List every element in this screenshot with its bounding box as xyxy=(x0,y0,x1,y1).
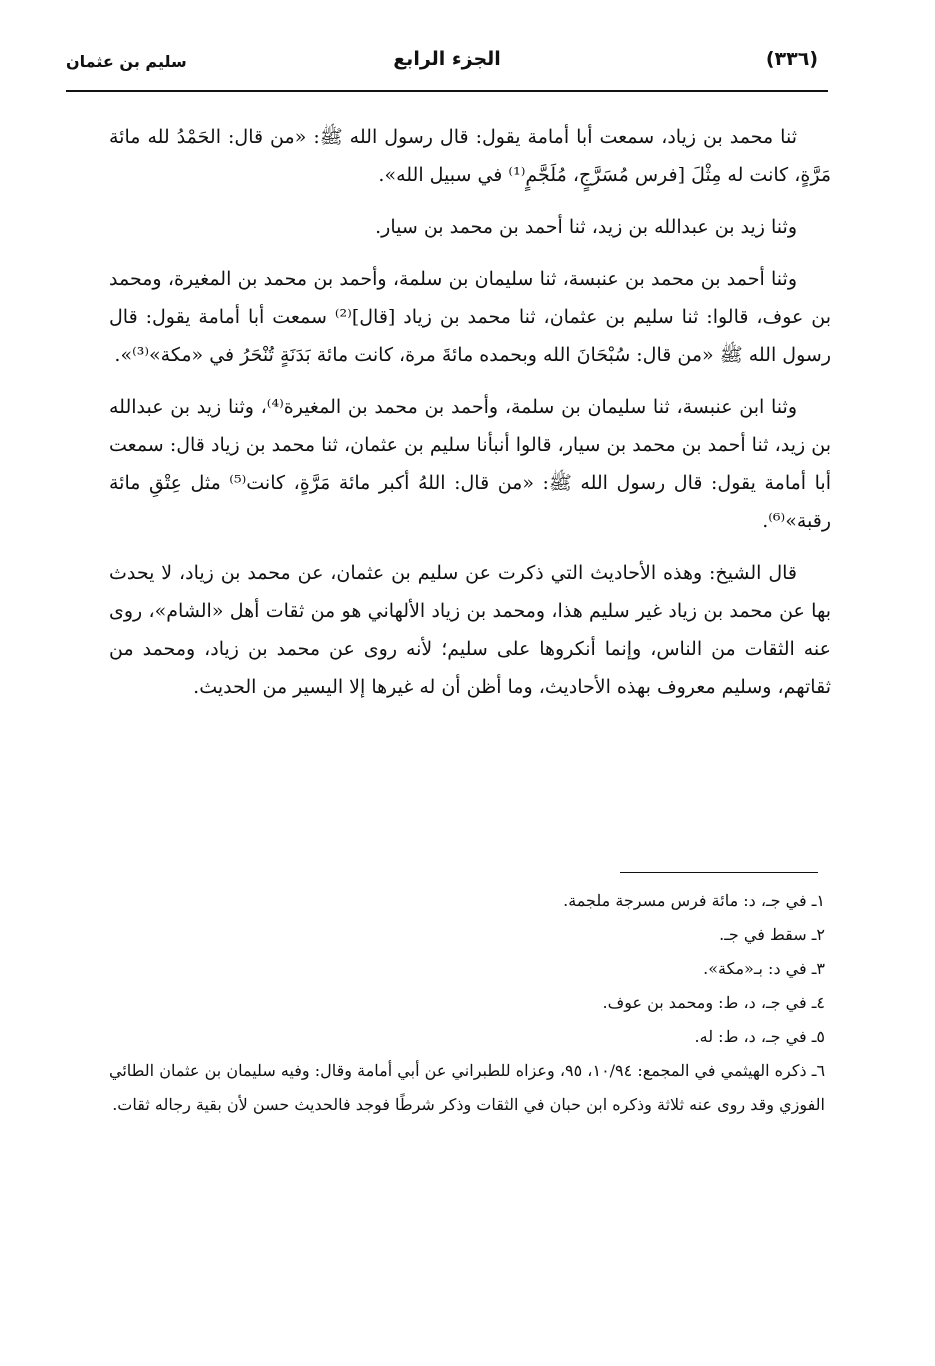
paragraph: قال الشيخ: وهذه الأحاديث التي ذكرت عن سليم بن عثمان، عن محمد بن زياد، لا يحدث بها عن محمد بن زياد غير سليم هذا، ومحمد بن زياد الألهاني هو من ثقات أهل «الشام»، روى عنه الثقات من الناس، وإنما أنكروها على سليم؛ لأنه روى عن محمد بن زياد، ومحمد من ثقاتهم، وسليم معروف بهذه الأحاديث، وما أظن أن له غيرها إلا اليسير من الحديث. xyxy=(109,562,832,698)
footnote: ٦ـ ذكره الهيثمي في المجمع: ١٠/٩٤، ٩٥، وعزاه للطبراني عن أبي أمامة وقال: وفيه سليمان بن عثمان الطائي الفوزي وقد روى عنه ثلاثة وذكره ابن حبان في الثقات وذكر شرطًا فوجد فالحديث حسن لأن بقية رجاله ثقات. xyxy=(109,1061,826,1114)
paragraph: وثنا أحمد بن محمد بن عنبسة، ثنا سليمان بن سلمة، وأحمد بن محمد بن المغيرة، ومحمد بن عوف، قالوا: ثنا سليم بن عثمان، ثنا محمد بن زياد [قال]⁽²⁾ سمعت أبا أمامة يقول: قال رسول الله ﷺ «من قال: سُبْحَانَ الله وبحمده مائةَ مرة، كانت مائة بَدَنَةٍ تُنْحَرُ في «مكة»⁽³⁾». xyxy=(109,268,832,366)
page-header xyxy=(66,44,828,86)
narrator-name: سليم بن عثمان xyxy=(66,52,187,71)
paragraph: وثنا ابن عنبسة، ثنا سليمان بن سلمة، وأحمد بن محمد بن المغيرة⁽⁴⁾، وثنا زيد بن عبدالله بن زيد، ثنا أحمد بن محمد بن سيار، قالوا أنبأنا سليم بن عثمان، ثنا محمد بن زياد قال: سمعت أبا أمامة يقول: قال رسول الله ﷺ: «من قال: اللهُ أكبر مائة مَرَّةٍ، كانت⁽⁵⁾ مثل عِتْقِ مائة رقبة»⁽⁶⁾. xyxy=(109,396,831,532)
footnote: ٤ـ في جـ، د، ط: ومحمد بن عوف. xyxy=(602,993,825,1012)
footnote: ٣ـ في د: بـ«مكة». xyxy=(703,959,825,978)
paragraph: وثنا زيد بن عبدالله بن زيد، ثنا أحمد بن محمد بن سيار. xyxy=(375,216,797,238)
page-number: (٣٣٦) xyxy=(765,48,818,70)
footnotes xyxy=(109,884,825,1122)
footnote-divider xyxy=(620,872,818,873)
part-title: الجزء الرابع xyxy=(393,48,501,70)
footnote: ٢ـ سقط في جـ. xyxy=(719,925,825,944)
footnote: ٥ـ في جـ، د، ط: له. xyxy=(694,1027,825,1046)
paragraph: ثنا محمد بن زياد، سمعت أبا أمامة يقول: قال رسول الله ﷺ: «من قال: الحَمْدُ لله مائة مَرَّةٍ، كانت له مِثْلَ [فرس مُسَرَّجٍ، مُلَجَّمٍ⁽¹⁾ في سبيل الله». xyxy=(109,126,831,186)
footnote: ١ـ في جـ، د: مائة فرس مسرجة ملجمة. xyxy=(563,891,825,910)
header-divider xyxy=(66,90,828,92)
main-text xyxy=(109,118,831,720)
